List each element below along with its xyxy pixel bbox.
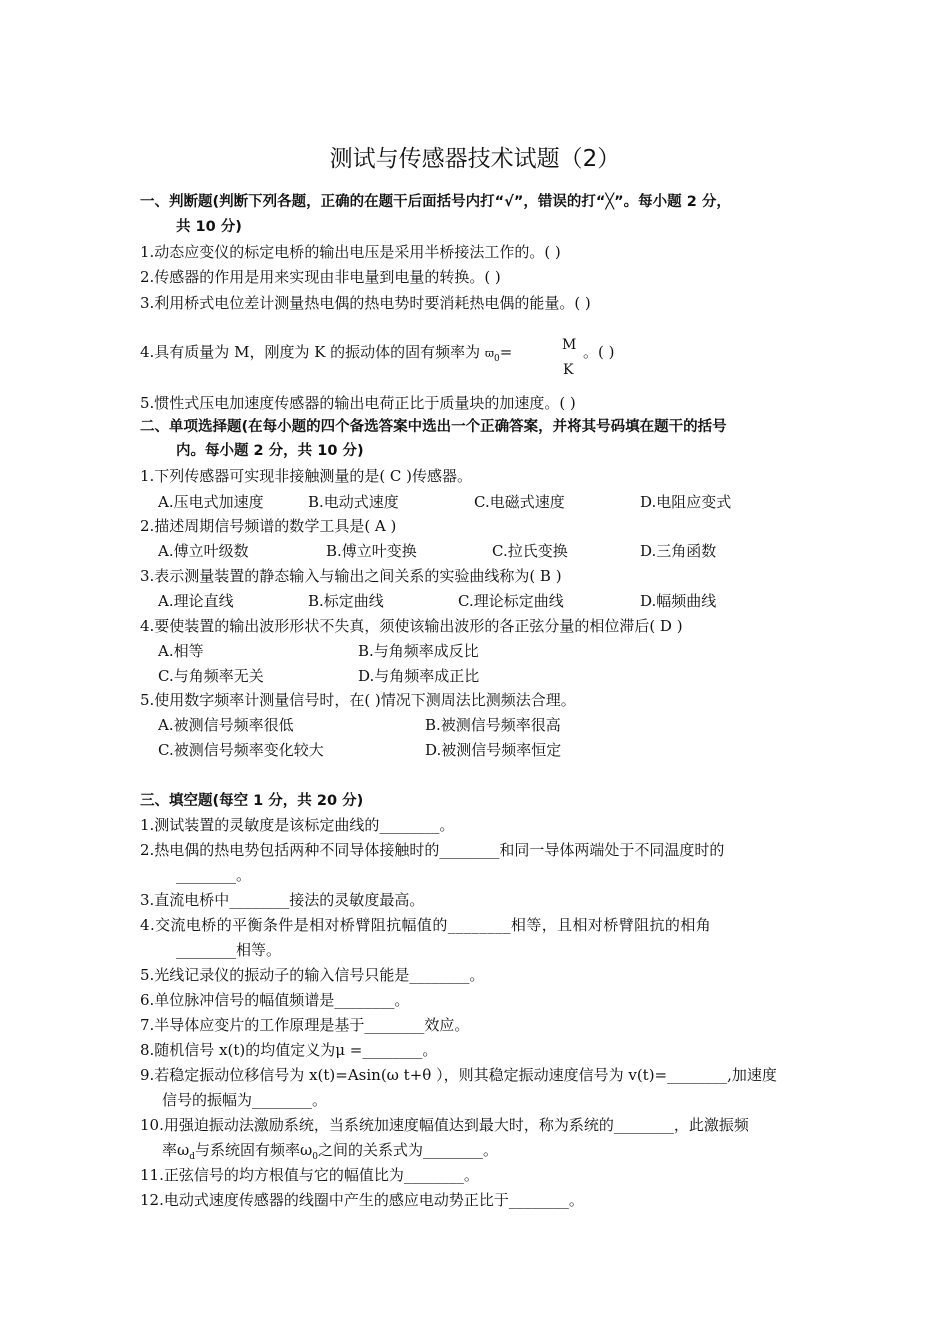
page-title: 测试与传感器技术试题（2）	[329, 146, 621, 172]
omega-d-symbol: 率ω	[162, 1141, 190, 1159]
fill-question-12: 12.电动式速度传感器的线圈中产生的感应电动势正比于________。	[140, 1191, 584, 1209]
section-1-heading: 一、判断题(判断下列各题，正确的在题干后面括号内打“√”，错误的打“╳”。每小题 2 分，	[140, 194, 731, 210]
subscript-0: 0	[312, 1152, 318, 1162]
fill-question-10: 10.用强迫振动法激励系统，当系统加速度幅值达到最大时，称为系统的________，此激振频	[140, 1116, 749, 1134]
fraction-denominator: K	[563, 362, 574, 378]
omega-symbol: ϖ	[484, 347, 494, 360]
fill-question-10-end: 之间的关系式为________。	[317, 1141, 498, 1159]
judge-question-4	[140, 343, 512, 368]
option-3d: D.幅频曲线	[640, 592, 717, 610]
section-2-heading: 二、单项选择题(在每小题的四个备选答案中选出一个正确答案，并将其号码填在题干的括号	[140, 419, 727, 435]
option-1b: B.电动式速度	[308, 493, 399, 511]
fill-question-11: 11.正弦信号的均方根值与它的幅值比为________。	[140, 1166, 479, 1184]
fill-question-8: 8.随机信号 x(t)的均值定义为μ =________。	[140, 1041, 438, 1059]
judge-question-2: 2.传感器的作用是用来实现由非电量到电量的转换。( )	[140, 268, 501, 286]
option-2a: A.傅立叶级数	[158, 542, 249, 560]
option-4c: C.与角频率无关	[158, 667, 264, 685]
fill-question-6: 6.单位脉冲信号的幅值频谱是________。	[140, 991, 410, 1009]
fraction-numerator: M	[562, 337, 577, 353]
subscript-d: d	[189, 1152, 195, 1162]
option-5d: D.被测信号频率恒定	[425, 741, 562, 759]
equals-sign: =	[499, 343, 513, 361]
choice-question-4: 4.要使装置的输出波形形状不失真，须使该输出波形的各正弦分量的相位滞后( D )	[140, 617, 683, 635]
judge-question-1: 1.动态应变仪的标定电桥的输出电压是采用半桥接法工作的。( )	[140, 243, 561, 261]
fill-question-4-cont: ________相等。	[176, 941, 282, 959]
fill-question-10-mid: 与系统固有频率ω	[195, 1141, 313, 1159]
judge-question-5: 5.惯性式压电加速度传感器的输出电荷正比于质量块的加速度。( )	[140, 394, 576, 412]
section-1-heading-cont: 共 10 分)	[176, 219, 242, 235]
judge-question-4-end: 。( )	[583, 343, 615, 361]
option-3c: C.理论标定曲线	[458, 592, 564, 610]
option-2d: D.三角函数	[640, 542, 717, 560]
fill-question-9-cont: 信号的振幅为________。	[162, 1091, 328, 1109]
choice-question-2: 2.描述周期信号频谱的数学工具是( A )	[140, 517, 397, 535]
fill-question-9: 9.若稳定振动位移信号为 x(t)=Asin(ω t+θ ），则其稳定振动速度信号为 v(t)=________,加速度	[140, 1066, 777, 1084]
option-4b: B.与角频率成反比	[358, 642, 479, 660]
section-3-heading: 三、填空题(每空 1 分，共 20 分)	[140, 793, 364, 809]
option-4a: A.相等	[158, 642, 204, 660]
judge-question-4-text: 4.具有质量为 M，刚度为 K 的振动体的固有频率为	[140, 343, 481, 361]
option-2c: C.拉氏变换	[492, 542, 568, 560]
option-1a: A.压电式加速度	[158, 493, 264, 511]
fill-question-3: 3.直流电桥中________接法的灵敏度最高。	[140, 891, 425, 909]
choice-question-1: 1.下列传感器可实现非接触测量的是( C )传感器。	[140, 467, 473, 485]
option-5b: B.被测信号频率很高	[425, 716, 561, 734]
fill-question-2: 2.热电偶的热电势包括两种不同导体接触时的________和同一导体两端处于不同温度时的	[140, 841, 725, 859]
choice-question-3: 3.表示测量装置的静态输入与输出之间关系的实验曲线称为( B )	[140, 567, 562, 585]
option-1d: D.电阻应变式	[640, 493, 732, 511]
fill-question-1: 1.测试装置的灵敏度是该标定曲线的________。	[140, 816, 455, 834]
option-3a: A.理论直线	[158, 592, 234, 610]
fill-question-10-cont	[162, 1141, 498, 1166]
fill-question-2-cont: ________。	[176, 866, 252, 884]
option-2b: B.傅立叶变换	[326, 542, 417, 560]
option-4d: D.与角频率成正比	[358, 667, 480, 685]
option-5a: A.被测信号频率很低	[158, 716, 294, 734]
fill-question-4: 4.交流电桥的平衡条件是相对桥臂阻抗幅值的________相等，且相对桥臂阻抗的相角	[140, 916, 712, 934]
omega-subscript: 0	[493, 354, 500, 364]
option-3b: B.标定曲线	[308, 592, 384, 610]
option-5c: C.被测信号频率变化较大	[158, 741, 324, 759]
choice-question-5: 5.使用数字频率计测量信号时，在( )情况下测周法比测频法合理。	[140, 691, 576, 709]
fill-question-5: 5.光线记录仪的振动子的输入信号只能是________。	[140, 966, 485, 984]
judge-question-3: 3.利用桥式电位差计测量热电偶的热电势时要消耗热电偶的能量。( )	[140, 294, 591, 312]
fill-question-7: 7.半导体应变片的工作原理是基于________效应。	[140, 1016, 470, 1034]
section-2-heading-cont: 内。每小题 2 分，共 10 分)	[176, 443, 364, 459]
option-1c: C.电磁式速度	[474, 493, 565, 511]
